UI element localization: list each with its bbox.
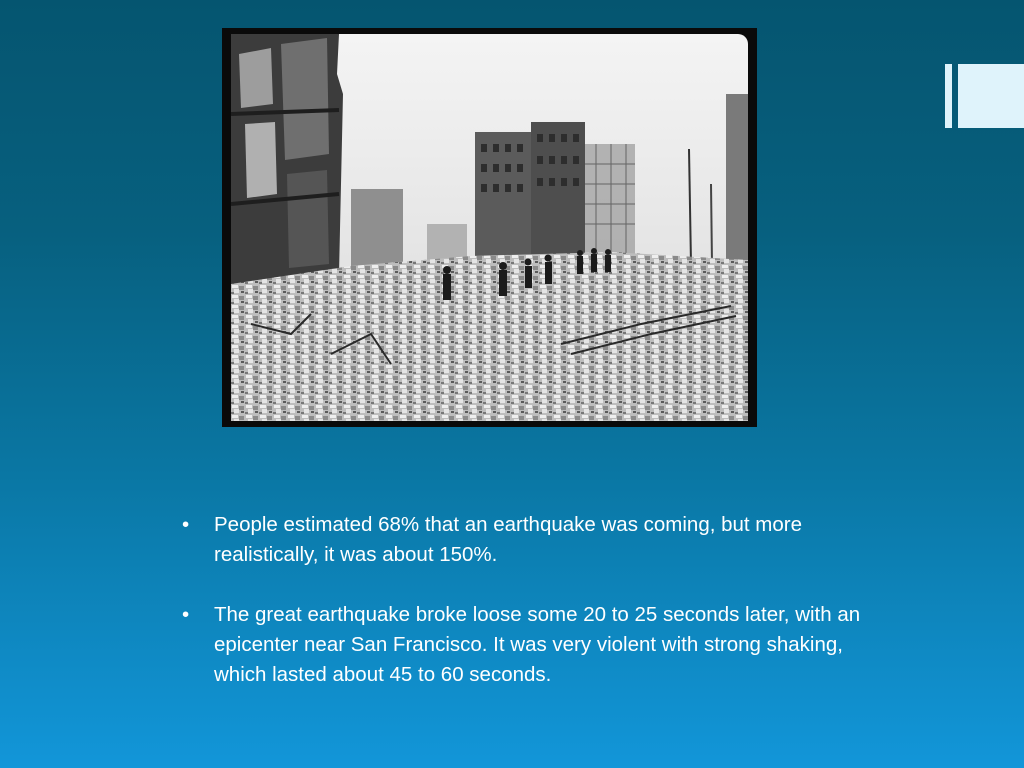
bullet-text: The great earthquake broke loose some 20 to 25 seconds later, with an epicenter near San Francisco. It was very violent with strong shaking, which lasted about 45 to 60 seconds. (214, 603, 861, 686)
bullet-text: People estimated 68% that an earthquake was coming, but more realistically, it was about 150%. (214, 513, 803, 566)
bullet-item (176, 600, 896, 690)
bullet-marker: • (182, 603, 190, 626)
decorative-bar-wide (958, 64, 1024, 128)
decorative-bar-thin (945, 64, 952, 128)
bullet-list (176, 510, 896, 720)
photo-image (231, 34, 748, 421)
earthquake-ruins-photo (222, 28, 757, 427)
bullet-marker: • (182, 513, 190, 536)
bullet-item (176, 510, 896, 570)
